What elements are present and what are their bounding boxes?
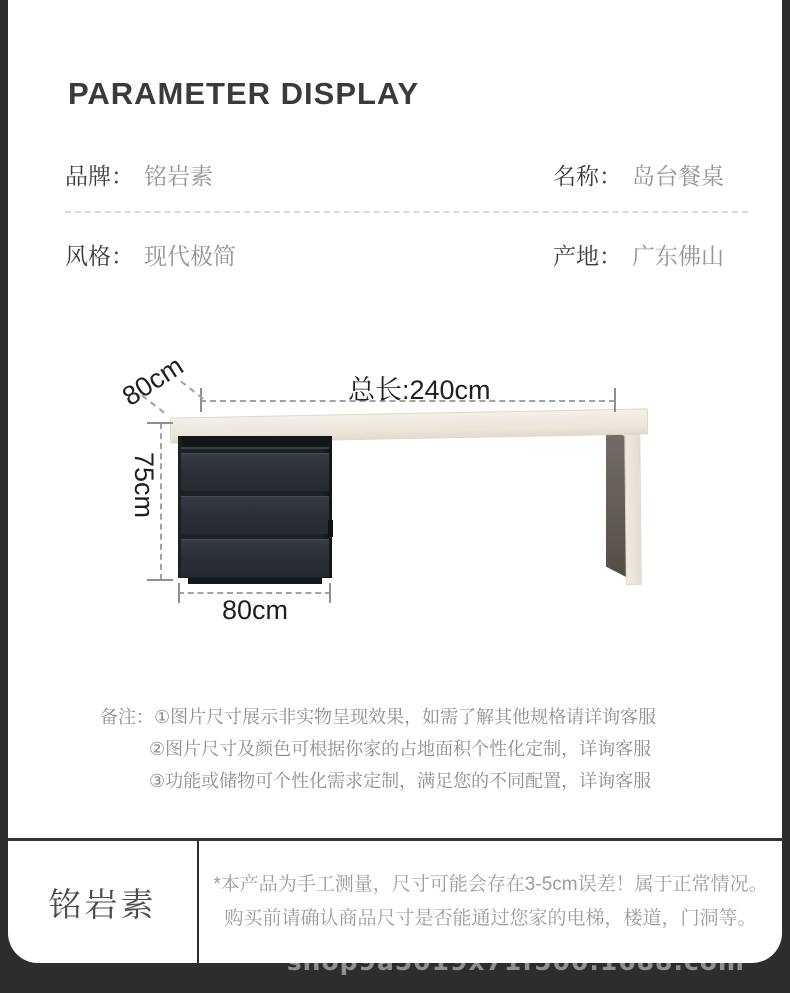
param-row-style-origin [65, 238, 748, 272]
footer-brand-cell [8, 841, 197, 963]
footer-disclaimer [199, 841, 782, 963]
brand-label: 品牌： [65, 163, 134, 189]
cabinet-width-label: 80cm [222, 595, 289, 625]
cabinet-plinth [188, 578, 322, 584]
note-item-3: ③功能或储物可个性化需求定制，满足您的不同配置，详询客服 [149, 771, 652, 791]
origin-value: 广东佛山 [632, 243, 724, 269]
brand-value: 铭岩素 [144, 163, 213, 189]
dimension-tick [614, 388, 616, 412]
row-divider [65, 211, 748, 213]
table-leg [624, 423, 642, 585]
dimension-line-height [160, 423, 162, 580]
param-brand [65, 158, 213, 191]
param-style [65, 238, 236, 271]
note-line-1 [100, 701, 720, 733]
notes-block [100, 701, 720, 797]
height-label: 75cm [129, 452, 159, 519]
style-label: 风格： [65, 243, 134, 269]
total-length-label: 总长:240cm [348, 375, 491, 405]
param-product-name [553, 158, 724, 191]
product-name-value: 岛台餐桌 [632, 163, 724, 189]
depth-label: 80cm [116, 350, 189, 412]
note-line-3 [149, 765, 720, 797]
style-value: 现代极简 [144, 243, 236, 269]
table-leg-inner-face [606, 429, 626, 577]
dimension-tick [147, 422, 173, 424]
product-name-label: 名称： [553, 163, 622, 189]
dimension-tick [147, 579, 173, 581]
dimension-tick [178, 583, 180, 603]
cabinet-side-handle [328, 520, 333, 537]
notes-label: 备注： [100, 707, 154, 727]
dimension-tick [329, 583, 331, 603]
origin-label: 产地： [553, 243, 622, 269]
param-origin [553, 238, 724, 271]
dimension-line-cabinet-width [178, 592, 331, 594]
disclaimer-line-2: 购买前请确认商品尺寸是否能通过您家的电梯，楼道，门洞等。 [224, 908, 757, 929]
footer-brand-logo: 铭岩素 [48, 885, 157, 923]
dimension-tick [200, 388, 202, 412]
param-row-brand-name [65, 158, 748, 192]
page-title: PARAMETER DISPLAY [68, 76, 420, 111]
drawer-cabinet [178, 436, 332, 578]
note-item-2: ②图片尺寸及颜色可根据你家的占地面积个性化定制，详询客服 [149, 739, 652, 759]
cabinet-top-recess [181, 436, 329, 449]
content-card [8, 0, 782, 963]
note-line-2 [149, 733, 720, 765]
disclaimer-line-1: *本产品为手工测量，尺寸可能会存在3-5cm误差！属于正常情况。 [213, 874, 768, 895]
drawer-3 [181, 539, 329, 577]
note-item-1: ①图片尺寸展示非实物呈现效果，如需了解其他规格请详询客服 [154, 707, 657, 727]
drawer-1 [181, 453, 329, 491]
drawer-2 [181, 496, 329, 534]
